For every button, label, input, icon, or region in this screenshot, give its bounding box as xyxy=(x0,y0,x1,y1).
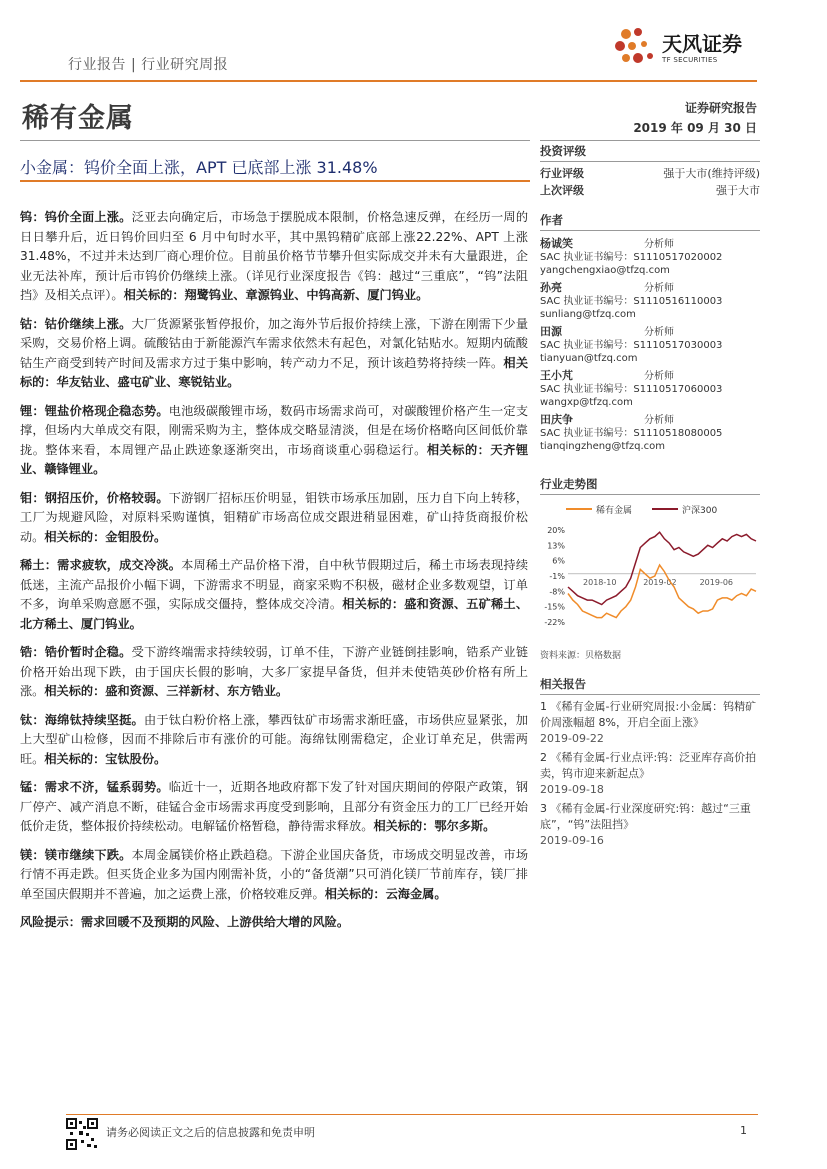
analyst-card xyxy=(540,237,760,277)
para-body: 下游钢厂招标压价明显，钼铁市场承压加剧，压力自下向上转移，工厂为规避风险，对原料采购谨慎，钼精矿市场高位成交跟进稍显困难，矿山持货商报价松动。 xyxy=(20,490,529,544)
analyst-name: 杨诚笑 xyxy=(540,237,573,250)
rating-row xyxy=(540,182,760,199)
rating-label: 行业评级 xyxy=(540,167,584,180)
para-body: 本周金属镁价格止跌趋稳。下游企业国庆备货，市场成交明显改善，市场行情不再走跌。但买货企业多为国内刚需补货，小的“备货潮”只可消化镁厂节前库存，镁厂排单至国庆假期并不普遍，加之运费上涨，价格较难反弹。 xyxy=(20,847,529,901)
analyst-role: 分析师 xyxy=(644,371,674,382)
para-rare-earth xyxy=(20,556,528,634)
analyst-name: 孙亮 xyxy=(540,281,562,294)
main-body xyxy=(20,208,528,942)
para-related: 相关标的：天齐锂业、赣锋锂业。 xyxy=(20,442,529,476)
rating-value: 强于大市(维持评级) xyxy=(663,167,760,180)
para-heading: 钴：钴价继续上涨。 xyxy=(20,316,132,331)
report-date: 2019 年 09 月 30 日 xyxy=(633,121,757,135)
rating-row xyxy=(540,165,760,182)
para-body: 临近十一，近期各地政府都下发了针对国庆期间的停限产政策，钢厂停产、减产消息不断，硅锰合金市场需求再度受到影响，且部分有资金压力的工厂已经开始低价走货，整体报价持续松动。电解锰价格暂稳，静待需求释放。 xyxy=(20,780,529,833)
x-tick-label: 2018-10 xyxy=(583,577,617,587)
brand-logo xyxy=(612,24,762,72)
related-report-title[interactable]: 1 《稀有金属-行业研究周报:小金属：钨精矿价周涨幅超 8%，开启全面上涨》 xyxy=(540,700,757,729)
related-report-date: 2019-09-18 xyxy=(540,783,604,796)
para-heading: 钨：钨价全面上涨。 xyxy=(20,210,132,224)
para-body: 泛亚去向确定后，市场急于摆脱成本限制，价格急速反弹，在经历一周的日日攀升后，近日钨价回归至 6 月中旬时水平，其中黑钨精矿底部上涨22.22%、APT 上涨 31.48%，不过并未达到厂商心理价位。目前虽价格节节攀升但实际成交并未有大量跟进，企业无法补库，预计后市钨价仍继续上涨。（详见行业深度报告《钨：越过“三重底”，“钨”法阻挡》及相关点评）。 xyxy=(20,210,529,302)
risk-warning: 风险提示：需求回暖不及预期的风险、上游供给大增的风险。 xyxy=(20,915,350,929)
analyst-name: 田源 xyxy=(540,325,562,338)
analyst-email[interactable]: sunliang@tfzq.com xyxy=(540,309,636,320)
para-tungsten xyxy=(20,208,528,306)
y-tick-label: -22% xyxy=(544,618,565,627)
x-tick-label: 2019-02 xyxy=(643,577,677,587)
report-kind: 证券研究报告 xyxy=(684,101,757,115)
analyst-sac: SAC 执业证书编号：S1110517060003 xyxy=(540,384,723,395)
related-report-title[interactable]: 3 《稀有金属-行业深度研究:钨：越过“三重底”，“钨”法阻挡》 xyxy=(540,802,751,831)
para-related: 相关标的：华友钴业、盛屯矿业、寒锐钴业。 xyxy=(20,355,529,389)
analyst-email[interactable]: yangchengxiao@tfzq.com xyxy=(540,265,670,276)
analyst-role: 分析师 xyxy=(644,239,674,250)
industry-title: 稀有金属 xyxy=(22,103,134,134)
related-report-title[interactable]: 2 《稀有金属-行业点评:钨：泛亚库存高价拍卖，钨市迎来新起点》 xyxy=(540,751,757,780)
related-title: 相关报告 xyxy=(540,677,586,691)
brand-name-en: TF SECURITIES xyxy=(662,56,718,64)
para-lithium xyxy=(20,402,528,480)
related-report-item[interactable] xyxy=(540,699,760,747)
related-report-item[interactable] xyxy=(540,750,760,798)
rating-label: 上次评级 xyxy=(540,184,584,197)
para-molybdenum xyxy=(20,489,528,548)
analyst-card xyxy=(540,325,760,365)
trend-rule xyxy=(540,494,760,495)
analyst-email[interactable]: tianqingzheng@tfzq.com xyxy=(540,441,665,452)
para-related: 相关标的：鄂尔多斯。 xyxy=(373,819,496,833)
related-report-date: 2019-09-22 xyxy=(540,732,604,745)
trend-section xyxy=(540,476,760,495)
para-manganese xyxy=(20,778,528,837)
para-heading: 锆：锆价暂时企稳。 xyxy=(20,645,132,659)
para-heading: 镁：镁市继续下跌。 xyxy=(20,847,132,862)
para-heading: 钛：海绵钛持续坚挺。 xyxy=(20,712,144,727)
para-zirconium xyxy=(20,643,528,702)
y-tick-label: -15% xyxy=(544,602,565,612)
para-body: 本周稀土产品价格下滑，自中秋节假期过后，稀土市场表现持续低迷，主流产品报价小幅下调，下游需求不明显，商家采购不积极，磁材企业多数观望，订单不多，询单采购意愿不强，实际成交僵持，整体成交冷清。 xyxy=(20,558,529,611)
footer-rule xyxy=(66,1114,758,1115)
title-divider xyxy=(20,140,530,141)
related-report-date: 2019-09-16 xyxy=(540,834,604,847)
series-line-rare-metals xyxy=(568,565,756,618)
para-heading: 锂：锂盐价格现企稳态势。 xyxy=(20,403,169,418)
related-rule xyxy=(540,694,760,695)
analyst-role: 分析师 xyxy=(644,327,674,338)
rating-section xyxy=(540,140,760,199)
page-number: 1 xyxy=(740,1124,747,1137)
para-heading: 稀土：需求疲软，成交冷淡。 xyxy=(20,558,182,572)
analyst-email[interactable]: tianyuan@tfzq.com xyxy=(540,353,638,364)
analyst-role: 分析师 xyxy=(644,283,674,294)
chart-source: 资料来源：贝格数据 xyxy=(540,651,622,661)
analyst-sac: SAC 执业证书编号：S1110518080005 xyxy=(540,428,723,439)
rating-rule xyxy=(540,161,760,162)
para-heading: 钼：钢招压价，价格较弱。 xyxy=(20,490,169,505)
para-related: 相关标的：金钼股份。 xyxy=(44,529,167,544)
disclaimer-note: 请务必阅读正文之后的信息披露和免责申明 xyxy=(106,1126,315,1139)
y-tick-label: 13% xyxy=(547,541,565,551)
para-titanium xyxy=(20,711,528,770)
para-magnesium xyxy=(20,846,528,905)
trend-chart xyxy=(536,500,762,650)
brand-mark-icon xyxy=(612,24,660,72)
analyst-sac: SAC 执业证书编号：S1110517030003 xyxy=(540,340,723,351)
analyst-sac: SAC 执业证书编号：S1110517020002 xyxy=(540,252,723,263)
para-heading: 锰：需求不济，锰系弱势。 xyxy=(20,780,169,794)
para-cobalt xyxy=(20,315,528,393)
x-tick-label: 2019-06 xyxy=(699,577,734,587)
trend-title: 行业走势图 xyxy=(540,477,598,491)
y-tick-label: -8% xyxy=(549,587,565,597)
para-related: 相关标的：宝钛股份。 xyxy=(44,751,167,766)
para-related: 相关标的：盛和资源、五矿稀土、北方稀土、厦门钨业。 xyxy=(20,597,529,631)
related-section xyxy=(540,676,760,849)
rating-title: 投资评级 xyxy=(540,144,586,158)
report-category: 行业报告 | 行业研究周报 xyxy=(68,57,229,73)
analyst-sac: SAC 执业证书编号：S1110516110003 xyxy=(540,296,723,307)
analyst-name: 王小芃 xyxy=(540,369,573,382)
legend-label: 沪深300 xyxy=(682,506,718,516)
para-body: 受下游终端需求持续较弱，订单不佳，下游产业链倒挂影响，锆系产业链价格开始出现下跌，由于国庆长假的影响，大多厂家提早备货，但并未使锆英砂价格有所上涨。 xyxy=(20,645,529,698)
trend-chart-svg xyxy=(536,500,762,650)
report-subtitle: 小金属：钨价全面上涨，APT 已底部上涨 31.48% xyxy=(20,158,378,177)
y-tick-label: 6% xyxy=(552,556,565,566)
para-related: 相关标的：盛和资源、三祥新材、东方锆业。 xyxy=(44,684,289,698)
analyst-card xyxy=(540,281,760,321)
brand-name: 天风证券 xyxy=(662,32,742,56)
para-related: 相关标的：云海金属。 xyxy=(324,886,447,901)
analyst-card xyxy=(540,369,760,409)
subtitle-rule xyxy=(20,180,530,182)
authors-title: 作者 xyxy=(540,213,563,227)
authors-rule xyxy=(540,230,760,231)
related-report-item[interactable] xyxy=(540,801,760,849)
para-body: 电池级碳酸锂市场，数码市场需求尚可，对碳酸锂价格产生一定支撑，但场内大单成交有限，刚需采购为主，整体成交略显清淡，但是在场价格略向区间低价靠拢。整体来看，本周锂产品止跌迹象逐渐突出，市场商谈重心弱稳运行。 xyxy=(20,403,529,457)
rating-top-rule xyxy=(540,140,760,141)
rating-value: 强于大市 xyxy=(716,184,760,197)
header-rule xyxy=(20,80,757,82)
para-body: 大厂货源紧张暂停报价，加之海外节后报价持续上涨，下游在刚需下少量采购，交易价格上调。硫酸钴由于新能源汽车需求依然未有起色，对氯化钴贴水。短期内硫酸钴生产商受到转产时间及需求方过于集中影响，转产动力不足，预计该趋势将持续一阵。 xyxy=(20,316,529,370)
para-related: 相关标的：翔鹭钨业、章源钨业、中钨高新、厦门钨业。 xyxy=(123,288,429,302)
y-tick-label: 20% xyxy=(547,526,565,535)
legend-label: 稀有金属 xyxy=(596,506,633,516)
y-tick-label: -1% xyxy=(549,572,565,581)
analyst-name: 田庆争 xyxy=(540,413,573,426)
analyst-email[interactable]: wangxp@tfzq.com xyxy=(540,397,633,408)
analyst-role: 分析师 xyxy=(644,415,674,426)
qr-code-icon xyxy=(66,1118,98,1150)
authors-section xyxy=(540,212,760,453)
analyst-card xyxy=(540,413,760,453)
para-body: 由于钛白粉价格上涨，攀西钛矿市场需求渐旺盛，市场供应显紧张，加上大型矿山检修，因而不排除后市有涨价的可能。海绵钛刚需稳定，企业订单充足，供需两旺。 xyxy=(20,712,528,766)
